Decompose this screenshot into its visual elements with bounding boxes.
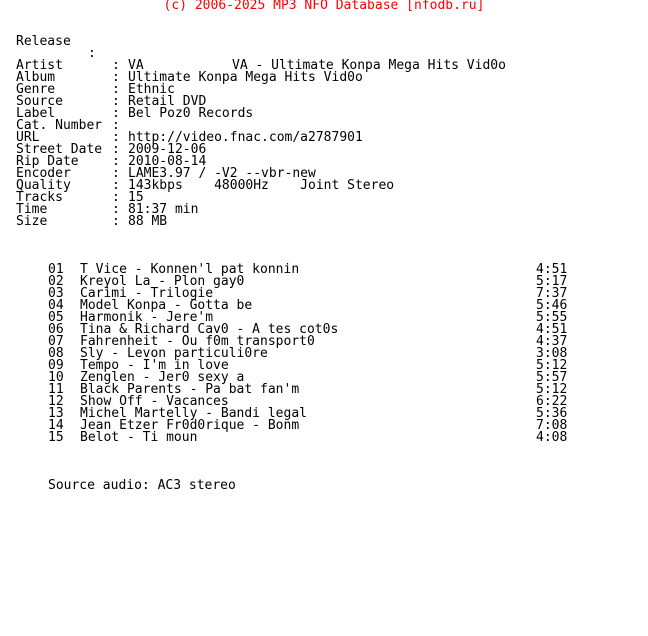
info-colon: : bbox=[112, 106, 120, 121]
track-number: 04 bbox=[48, 298, 64, 313]
info-label: Genre bbox=[16, 82, 56, 97]
track-number: 06 bbox=[48, 322, 64, 337]
track-number: 14 bbox=[48, 418, 64, 433]
info-value: 2010-08-14 bbox=[128, 154, 207, 169]
info-value: Bel Poz0 Records bbox=[128, 106, 254, 121]
info-colon: : bbox=[112, 82, 120, 97]
info-value: LAME3.97 / -V2 --vbr-new bbox=[128, 166, 316, 181]
info-row bbox=[0, 84, 648, 96]
track-number: 03 bbox=[48, 286, 64, 301]
info-colon: : bbox=[112, 154, 120, 169]
info-label: Size bbox=[16, 214, 48, 229]
track-title: T Vice - Konnen'l pat konnin bbox=[80, 262, 300, 277]
track-number: 08 bbox=[48, 346, 64, 361]
info-row bbox=[0, 192, 648, 204]
track-number: 10 bbox=[48, 370, 64, 385]
track-title: Black Parents - Pa bat fan'm bbox=[80, 382, 300, 397]
source-audio-line: Source audio: AC3 stereo bbox=[48, 478, 236, 493]
track-title: Carimi - Trilogie bbox=[80, 286, 214, 301]
info-colon: : bbox=[112, 142, 120, 157]
release-colon: : bbox=[88, 46, 96, 61]
info-label: Source bbox=[16, 94, 63, 109]
track-number: 15 bbox=[48, 430, 64, 445]
track-title: Harmonik - Jere'm bbox=[80, 310, 214, 325]
track-number: 13 bbox=[48, 406, 64, 421]
track-row bbox=[0, 432, 648, 444]
info-colon: : bbox=[112, 130, 120, 145]
track-title: Tempo - I'm in love bbox=[80, 358, 229, 373]
track-time: 5:36 bbox=[536, 406, 568, 421]
info-value: 2009-12-06 bbox=[128, 142, 207, 157]
track-number: 09 bbox=[48, 358, 64, 373]
track-time: 5:12 bbox=[536, 358, 568, 373]
info-label: URL bbox=[16, 130, 40, 145]
track-time: 4:08 bbox=[536, 430, 568, 445]
track-time: 3:08 bbox=[536, 346, 568, 361]
info-label: Street Date bbox=[16, 142, 103, 157]
track-number: 11 bbox=[48, 382, 64, 397]
info-colon: : bbox=[112, 70, 120, 85]
track-time: 5:57 bbox=[536, 370, 568, 385]
info-row bbox=[0, 204, 648, 216]
info-row bbox=[0, 180, 648, 192]
track-time: 5:12 bbox=[536, 382, 568, 397]
info-label: Album bbox=[16, 70, 56, 85]
info-colon: : bbox=[112, 214, 120, 229]
info-value: 143kbps 48000Hz Joint Stereo bbox=[128, 178, 395, 193]
track-time: 4:51 bbox=[536, 262, 568, 277]
track-title: Tina & Richard Cav0 - A tes cot0s bbox=[80, 322, 339, 337]
info-colon: : bbox=[112, 166, 120, 181]
track-number: 05 bbox=[48, 310, 64, 325]
track-time: 6:22 bbox=[536, 394, 568, 409]
track-title: Belot - Ti moun bbox=[80, 430, 198, 445]
info-value: Ethnic bbox=[128, 82, 175, 97]
info-label: Encoder bbox=[16, 166, 71, 181]
info-colon: : bbox=[112, 58, 120, 73]
track-title: Zenglen - Jer0 sexy a bbox=[80, 370, 245, 385]
info-label: Artist bbox=[16, 58, 63, 73]
track-time: 7:37 bbox=[536, 286, 568, 301]
info-value: VA bbox=[128, 58, 144, 73]
track-number: 07 bbox=[48, 334, 64, 349]
track-title: Model Konpa - Gotta be bbox=[80, 298, 253, 313]
track-title: Jean Etzer Fr0d0rique - Bonm bbox=[80, 418, 300, 433]
info-label: Label bbox=[16, 106, 56, 121]
info-row bbox=[0, 96, 648, 108]
info-row bbox=[0, 72, 648, 84]
info-colon: : bbox=[112, 94, 120, 109]
track-time: 5:55 bbox=[536, 310, 568, 325]
info-value: 15 bbox=[128, 190, 144, 205]
info-row bbox=[0, 216, 648, 228]
track-title: Show Off - Vacances bbox=[80, 394, 229, 409]
info-colon: : bbox=[112, 190, 120, 205]
info-colon: : bbox=[112, 178, 120, 193]
track-number: 12 bbox=[48, 394, 64, 409]
track-time: 5:17 bbox=[536, 274, 568, 289]
copyright-header[interactable]: (c) 2006-2025 MP3 NFO Database [nfodb.ru] bbox=[163, 0, 485, 13]
info-colon: : bbox=[112, 202, 120, 217]
info-label: Tracks bbox=[16, 190, 63, 205]
info-value: 88 MB bbox=[128, 214, 168, 229]
track-title: Kreyol La - Plon gay0 bbox=[80, 274, 245, 289]
track-title: Sly - Levon particuli0re bbox=[80, 346, 268, 361]
info-row bbox=[0, 156, 648, 168]
info-value: Retail DVD bbox=[128, 94, 207, 109]
release-label: Release bbox=[16, 34, 71, 49]
track-time: 4:37 bbox=[536, 334, 568, 349]
info-label: Time bbox=[16, 202, 48, 217]
info-row bbox=[0, 144, 648, 156]
info-value: Ultimate Konpa Mega Hits Vid0o bbox=[128, 70, 363, 85]
info-colon: : bbox=[112, 118, 120, 133]
release-value: VA - Ultimate Konpa Mega Hits Vid0o bbox=[232, 58, 506, 73]
track-title: Fahrenheit - Ou f0m transport0 bbox=[80, 334, 315, 349]
track-number: 01 bbox=[48, 262, 64, 277]
track-number: 02 bbox=[48, 274, 64, 289]
track-title: Michel Martelly - Bandi legal bbox=[80, 406, 307, 421]
info-label: Quality bbox=[16, 178, 71, 193]
track-time: 7:08 bbox=[536, 418, 568, 433]
info-label: Rip Date bbox=[16, 154, 79, 169]
track-time: 5:46 bbox=[536, 298, 568, 313]
info-label: Cat. Number bbox=[16, 118, 103, 133]
info-value: http://video.fnac.com/a2787901 bbox=[128, 130, 363, 145]
track-time: 4:51 bbox=[536, 322, 568, 337]
info-value: 81:37 min bbox=[128, 202, 199, 217]
